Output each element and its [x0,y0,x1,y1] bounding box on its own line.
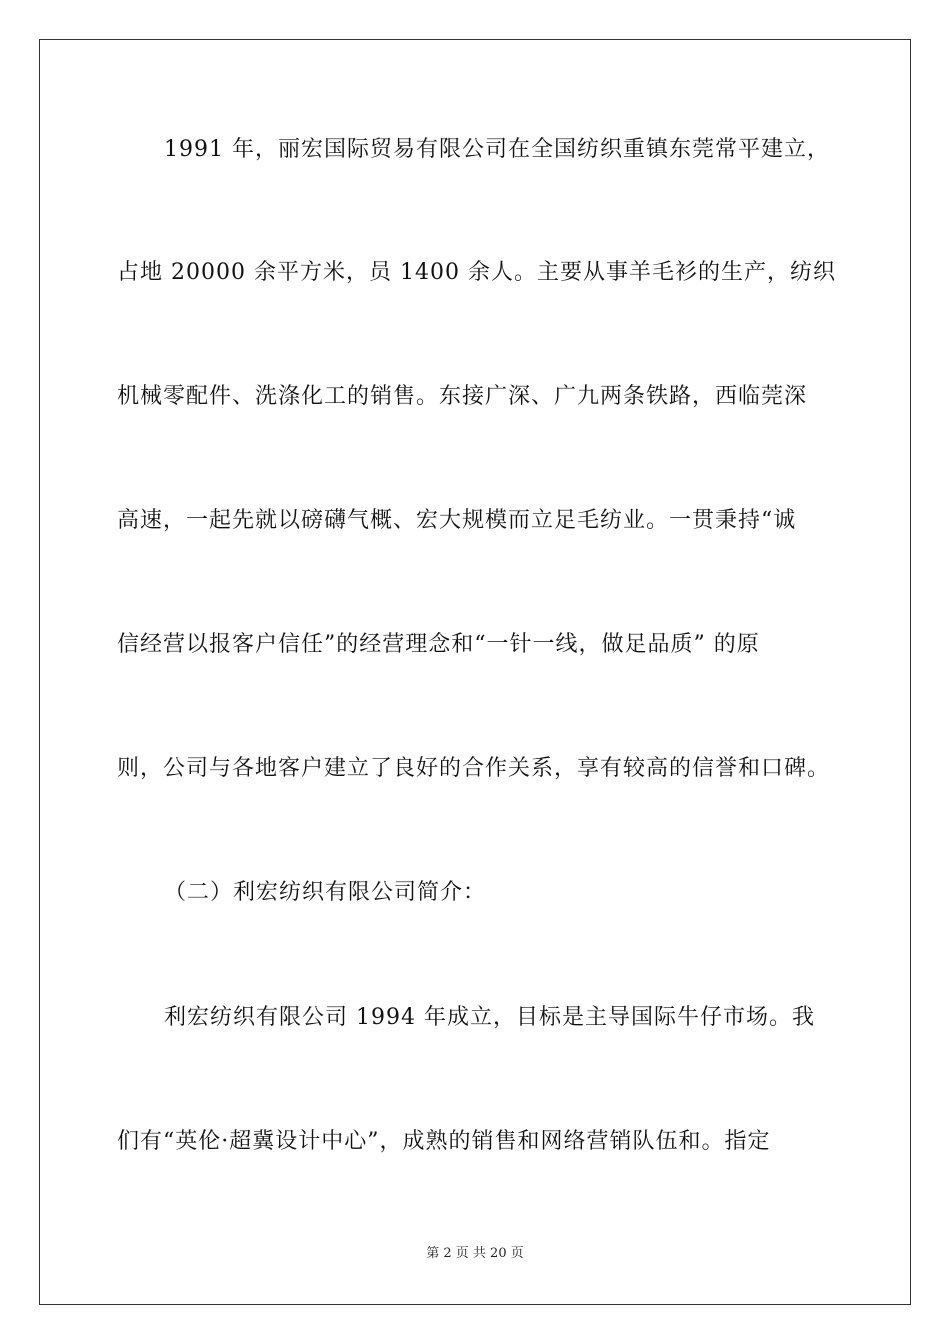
paragraph-line-7: 利宏纺织有限公司 1994 年成立，目标是主导国际牛仔市场。我 [164,1005,815,1030]
paragraph-line-5: 信经营以报客户信任”的经营理念和“一针一线，做足品质” 的原 [117,632,760,657]
paragraph-line-6: 则，公司与各地客户建立了良好的合作关系，享有较高的信誉和口碑。 [117,756,831,781]
paragraph-line-4: 高速，一起先就以磅礴气概、宏大规模而立足毛纺业。一贯秉持“诚 [117,508,797,533]
paragraph-line-3: 机械零配件、洗涤化工的销售。东接广深、广九两条铁路，西临莞深 [117,384,808,409]
page-footer: 第 2 页 共 20 页 [426,1246,524,1261]
paragraph-line-1: 1991 年，丽宏国际贸易有限公司在全国纺织重镇东莞常平建立， [164,137,830,162]
paragraph-line-2: 占地 20000 余平方米，员 1400 余人。主要从事羊毛衫的生产，纺织 [117,260,836,285]
section-heading: （二）利宏纺织有限公司简介： [164,880,487,905]
paragraph-line-8: 们有“英伦·超冀设计中心”，成熟的销售和网络营销队伍和。指定 [117,1129,771,1154]
page-border [39,39,911,1305]
